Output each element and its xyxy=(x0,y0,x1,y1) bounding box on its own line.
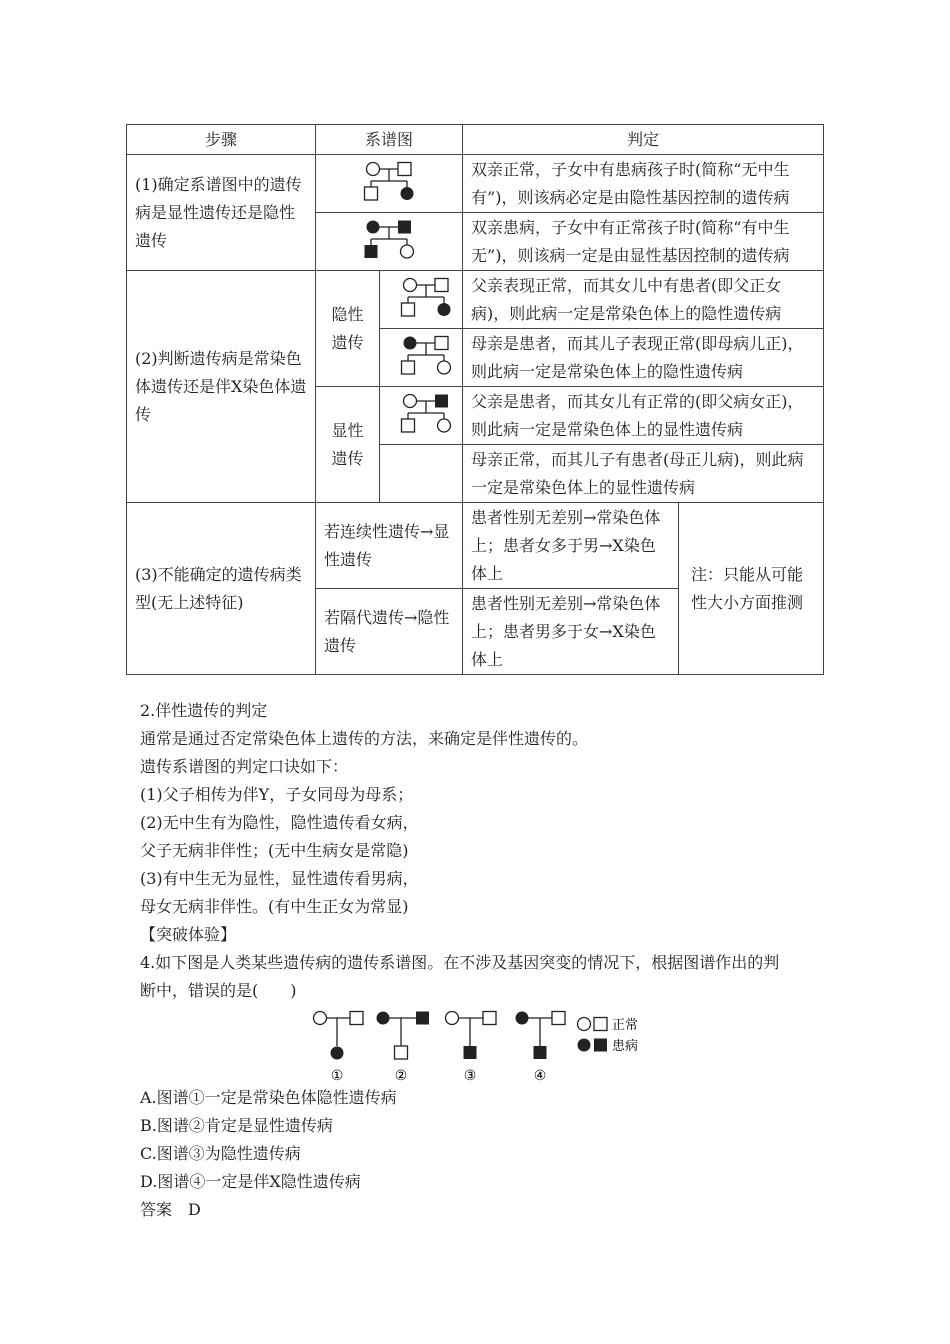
legend-normal: 正常 xyxy=(612,1018,639,1033)
legend-affected: 患病 xyxy=(612,1039,639,1054)
legend xyxy=(578,1017,639,1054)
header-pedigree: 系谱图 xyxy=(316,125,463,155)
judge-2d: 母亲正常，而其儿子有患者(母正儿病)，则此病一定是常染色体上的显性遗传病 xyxy=(463,445,824,503)
rhyme-3: 父子无病非伴性；(无中生病女是常隐) xyxy=(140,841,409,860)
pedigree-affected-parents xyxy=(316,213,463,271)
option-a: A.图谱①一定是常染色体隐性遗传病 xyxy=(140,1088,397,1107)
step-1: (1)确定系谱图中的遗传病是显性遗传还是隐性遗传 xyxy=(127,155,316,271)
note-3: 注：只能从可能性大小方面推测 xyxy=(679,503,824,675)
label-4: ④ xyxy=(533,1068,547,1084)
rhyme-2: (2)无中生有为隐性，隐性遗传看女病， xyxy=(140,813,419,832)
label-recessive: 隐性遗传 xyxy=(316,271,380,387)
judgement-table xyxy=(126,124,824,675)
question-pedigrees xyxy=(308,1006,648,1086)
pedigree-mother-affected-son-normal xyxy=(380,329,463,387)
step-2: (2)判断遗传病是常染色体遗传还是伴X染色体遗传 xyxy=(127,271,316,503)
header-judge: 判定 xyxy=(463,125,824,155)
judge-2c: 父亲是患者，而其女儿有正常的(即父病女正)，则此病一定是常染色体上的显性遗传病 xyxy=(463,387,824,445)
options xyxy=(140,1084,830,1224)
pedigree-2 xyxy=(377,1012,430,1085)
res-3a: 患者性别无差别→常染色体上；患者女多于男→X染色体上 xyxy=(463,503,679,589)
cond-3a: 若连续性遗传→显性遗传 xyxy=(316,503,463,589)
section-title: 2.伴性遗传的判定 xyxy=(140,701,268,720)
pedigree-1 xyxy=(314,1012,364,1085)
judge-1a: 双亲正常，子女中有患病孩子时(简称“无中生有”)，则该病必定是由隐性基因控制的遗传病 xyxy=(463,155,824,213)
option-c: C.图谱③为隐性遗传病 xyxy=(140,1144,301,1163)
pedigree-3 xyxy=(446,1012,497,1085)
rhyme-1: (1)父子相传为伴Y，子女同母为母系； xyxy=(140,785,414,804)
option-b: B.图谱②肯定是显性遗传病 xyxy=(140,1116,333,1135)
judge-2a: 父亲表现正常，而其女儿中有患者(即父正女病)，则此病一定是常染色体上的隐性遗传病 xyxy=(463,271,824,329)
pedigree-empty xyxy=(380,445,463,503)
header-step: 步骤 xyxy=(127,125,316,155)
label-dominant: 显性遗传 xyxy=(316,387,380,503)
section-p2: 遗传系谱图的判定口诀如下： xyxy=(140,757,349,776)
pedigree-4 xyxy=(516,1012,566,1085)
rhyme-5: 母女无病非伴性。(有中生正女为常显) xyxy=(140,897,409,916)
judge-1b: 双亲患病，子女中有正常孩子时(简称“有中生无”)，则该病一定是由显性基因控制的遗传病 xyxy=(463,213,824,271)
label-1: ① xyxy=(330,1068,344,1084)
question-line-1: 4.如下图是人类某些遗传病的遗传系谱图。在不涉及基因突变的情况下，根据图谱作出的判 xyxy=(140,953,780,972)
answer: 答案 D xyxy=(140,1200,201,1219)
pedigree-normal-parents xyxy=(316,155,463,213)
section-p1: 通常是通过否定常染色体上遗传的方法，来确定是伴性遗传的。 xyxy=(140,729,589,748)
cond-3b: 若隔代遗传→隐性遗传 xyxy=(316,589,463,675)
step-3: (3)不能确定的遗传病类型(无上述特征) xyxy=(127,503,316,675)
label-2: ② xyxy=(394,1068,408,1084)
pedigree-father-normal-daughter-affected xyxy=(380,271,463,329)
res-3b: 患者性别无差别→常染色体上；患者男多于女→X染色体上 xyxy=(463,589,679,675)
section-sex-linked xyxy=(140,697,830,1005)
pedigree-father-affected-daughter-normal xyxy=(380,387,463,445)
question-line-2: 断中，错误的是( ) xyxy=(140,981,297,1000)
option-d: D.图谱④一定是伴X隐性遗传病 xyxy=(140,1172,361,1191)
label-3: ③ xyxy=(463,1068,477,1084)
judge-2b: 母亲是患者，而其儿子表现正常(即母病儿正)，则此病一定是常染色体上的隐性遗传病 xyxy=(463,329,824,387)
exercise-heading: 【突破体验】 xyxy=(140,925,237,944)
rhyme-4: (3)有中生无为显性，显性遗传看男病， xyxy=(140,869,419,888)
